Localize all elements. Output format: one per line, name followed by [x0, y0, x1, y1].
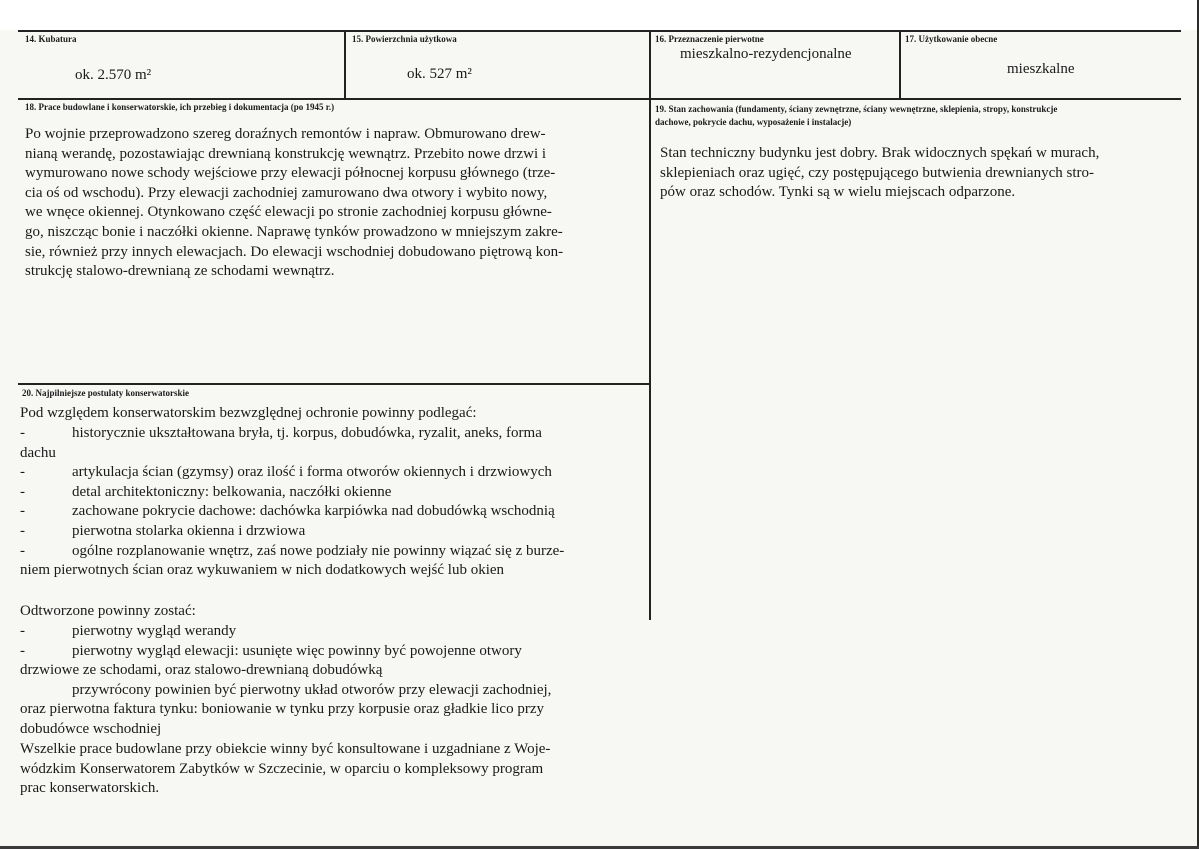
list-item [20, 542, 640, 581]
field-15-value: ok. 527 m² [407, 66, 472, 82]
closing-line: Wszelkie prace budowlane przy obiekcie winny być konsultowane i uzgadniane z Woje- [20, 741, 551, 757]
field-14-value: ok. 2.570 m² [75, 67, 152, 83]
section-19-line: Stan techniczny budynku jest dobry. Brak widocznych spękań w murach, [660, 145, 1100, 161]
list-item-continuation: niem pierwotnych ścian oraz wykuwaniem w nich dodatkowych wejść lub okien [20, 562, 505, 579]
field-16-value: mieszkalno-rezydencjonalne [680, 46, 852, 62]
list-dash: - [20, 425, 25, 441]
list-item-text: pierwotny wygląd werandy [72, 623, 237, 639]
closing-line: prac konserwatorskich. [20, 780, 160, 797]
list-item [20, 463, 640, 483]
section18-bottom-border [18, 383, 650, 385]
section-19-text [660, 144, 1180, 203]
section-19-label-line1: 19. Stan zachowania (fundamenty, ściany zewnętrzne, ściany wewnętrzne, sklepienia, stropy, konstrukcje [655, 104, 1058, 114]
list-item-continuation: dobudówce wschodniej [20, 720, 162, 737]
list-item-text: detal architektoniczny: belkowania, naczółki okienne [72, 483, 392, 500]
list-item-text: historycznie ukształtowana bryła, tj. korpus, dobudówka, ryzalit, aneks, forma [72, 425, 542, 441]
list-dash: - [20, 464, 25, 481]
col-divider-3 [899, 30, 901, 100]
section-18-line: wymurowano nowe schody wejściowe przy elewacji północnej korpusu głównego (trze- [25, 165, 556, 182]
section-19-label-line2: dachowe, pokrycie dachu, wyposażenie i instalacje) [655, 117, 852, 127]
list-item [20, 522, 640, 542]
list-dash: - [20, 623, 25, 639]
section-18-text [25, 125, 645, 282]
section-18-line: nianą werandę, pozostawiając drewnianą konstrukcję wewnątrz. Przebito nowe drzwi i [25, 145, 547, 162]
closing-line: wódzkim Konserwatorem Zabytków w Szczecinie, w oparciu o kompleksowy program [20, 760, 544, 777]
list-item-continuation: oraz pierwotna faktura tynku: boniowanie w tynku przy korpusie oraz gładkie lico przy [20, 701, 544, 718]
field-17-value: mieszkalne [1007, 61, 1075, 77]
section-20-label: 20. Najpilniejsze postulaty konserwatorskie [22, 388, 189, 398]
restore-intro: Odtworzone powinny zostać: [20, 603, 196, 619]
protect-list [20, 424, 640, 581]
form-top-border [18, 30, 1181, 32]
list-dash: - [20, 642, 25, 659]
list-item [20, 502, 640, 522]
list-item-text: ogólne rozplanowanie wnętrz, zaś nowe podziały nie powinny wiązać się z burze- [72, 542, 565, 559]
section-18-line: Po wojnie przeprowadzono szereg doraźnych remontów i napraw. Obmurowano drew- [25, 126, 546, 142]
scan-top-margin [0, 0, 1199, 30]
list-item [20, 622, 640, 642]
section-20-intro: Pod względem konserwatorskim bezwzględnej ochronie powinny podlegać: [20, 405, 477, 421]
section-18-line: cia oś od wschodu). Przy elewacji zachodniej zamurowano dwa otwory i wybito nowy, [25, 184, 548, 201]
restore-list [20, 622, 640, 740]
list-item-text: przywrócony powinien być pierwotny układ otworów przy elewacji zachodniej, [72, 681, 552, 698]
section-18-line: we wnęce okiennej. Otynkowano część elewacji po stronie zachodniej korpusu główne- [25, 204, 552, 221]
row1-bottom-border [18, 98, 1181, 100]
list-item-continuation: drzwiowe ze schodami, oraz stalowo-drewnianą dobudówką [20, 662, 383, 679]
list-item [20, 681, 640, 740]
section-19-line: sklepieniach oraz ugięć, czy postępującego butwienia drewnianych stro- [660, 164, 1094, 181]
section-18-label: 18. Prace budowlane i konserwatorskie, ich przebieg i dokumentacja (po 1945 r.) [25, 102, 335, 112]
section-18-line: go, niszcząc bonie i naczółki okienne. Naprawę tynków prowadzono w mniejszym zakre- [25, 223, 563, 240]
list-dash: - [20, 542, 25, 559]
list-dash: - [20, 522, 25, 539]
list-item [20, 483, 640, 503]
list-item-text: zachowane pokrycie dachowe: dachówka karpiówka nad dobudówką wschodnią [72, 503, 555, 520]
list-item-text: pierwotny wygląd elewacji: usunięte więc powinny być powojenne otwory [72, 642, 522, 659]
section-19-line: pów oraz schodów. Tynki są w wielu miejscach odparzone. [660, 184, 1016, 201]
section-18-line: strukcję stalowo-drewnianą ze schodami wewnątrz. [25, 263, 335, 280]
section-20-closing [20, 740, 640, 799]
list-dash: - [20, 503, 25, 520]
list-item-text: artykulacja ścian (gzymsy) oraz ilość i forma otworów okiennych i drzwiowych [72, 464, 552, 481]
field-16-label: 16. Przeznaczenie pierwotne [655, 34, 764, 44]
col-divider-2 [649, 30, 651, 620]
field-17-label: 17. Użytkowanie obecne [905, 34, 998, 44]
field-14-label: 14. Kubatura [25, 34, 77, 44]
list-item [20, 424, 640, 463]
list-item [20, 642, 640, 681]
section-18-line: sie, również przy innych elewacjach. Do elewacji wschodniej dobudowano piętrową kon- [25, 243, 564, 260]
list-item-continuation: dachu [20, 444, 56, 461]
list-dash: - [20, 483, 25, 500]
field-15-label: 15. Powierzchnia użytkowa [352, 34, 457, 44]
list-item-text: pierwotna stolarka okienna i drzwiowa [72, 522, 306, 539]
col-divider-1 [344, 30, 346, 100]
